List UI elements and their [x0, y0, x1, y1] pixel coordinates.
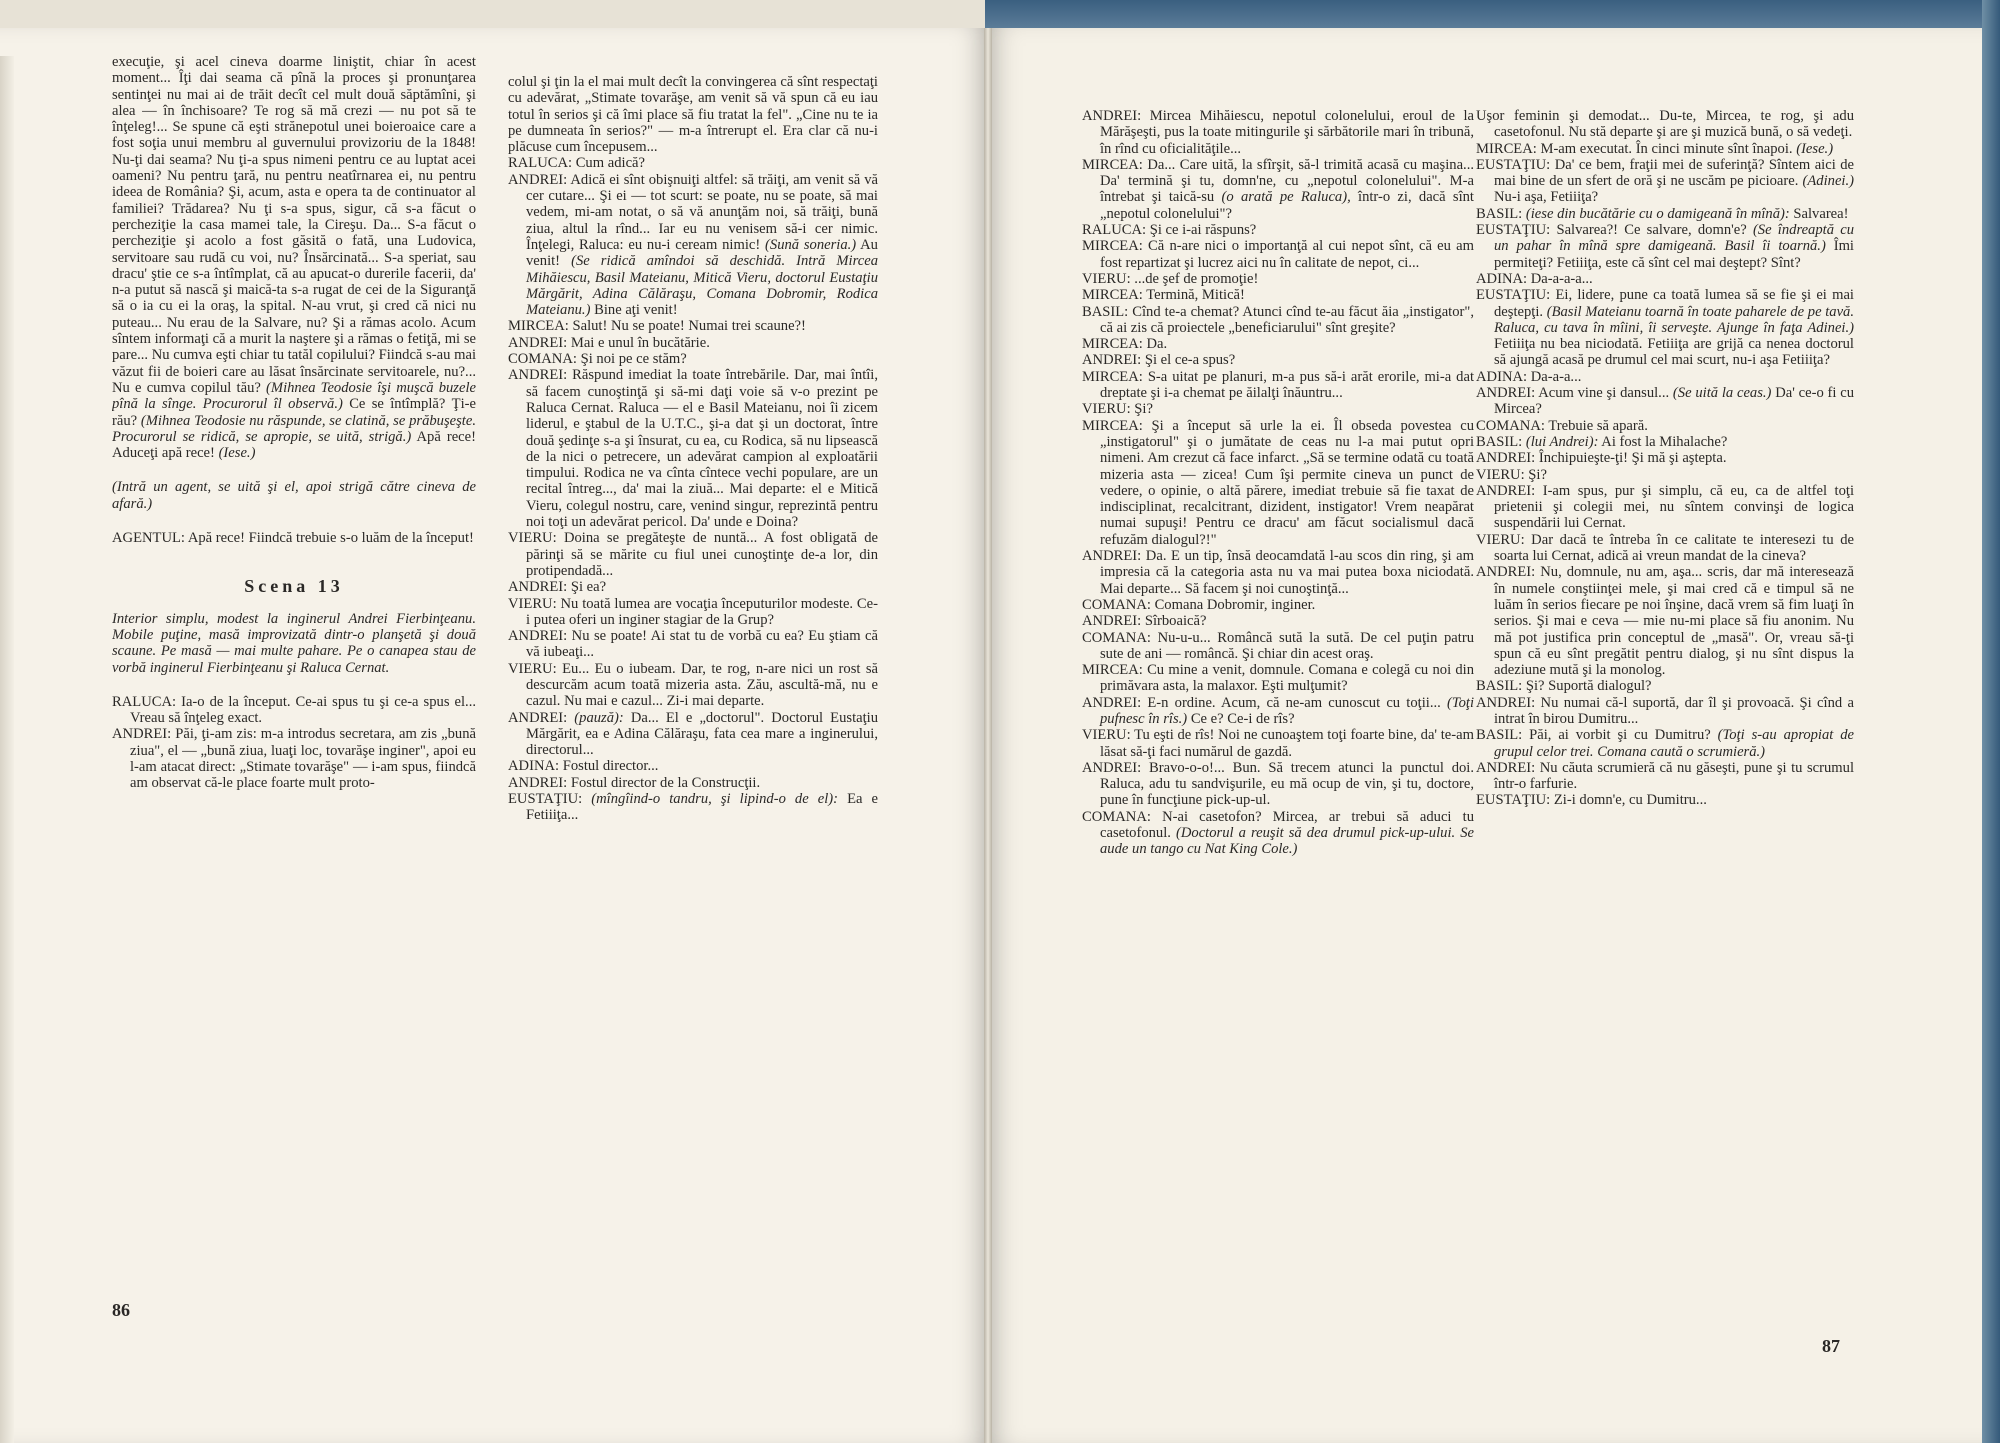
- speaker-name: COMANA: [508, 351, 573, 368]
- dialogue-line: ANDREI: Nu numai că-l suportă, dar îl şi provoacă. Şi cînd a intrat în birou Dumitru...: [1476, 694, 1854, 727]
- dialogue-line: EUSTAŢIU: Salvarea?! Ce salvare, domn'e? (Se îndreaptă cu un pahar în mînă spre damigeană. Basil îi toarnă.) Îmi permiteţi? Fetiiiţa, este că sînt cel mai deştept? Sînt?: [1476, 222, 1854, 271]
- speaker-name: MIRCEA: [1082, 238, 1139, 255]
- dialogue-text: Zi-i domn'e, cu Dumitru...: [1553, 792, 1707, 809]
- speaker-name: EUSTAŢIU: [1476, 222, 1547, 239]
- speaker-name: RALUCA: [508, 155, 568, 172]
- paragraph: colul şi ţin la el mai mult decît la convingerea că sînt respectaţi cu adevărat, „Stimate tovarăşe, am venit să vă spun că eu iau totul în serios şi că îmi place să fiu tratat la fel". „Cine nu te ia pe dumneata în serios?" — m-a întrerupt el. Era clar că nu-i plăcuse cum începusem...: [508, 74, 878, 156]
- speaker-name: BASIL: [1082, 303, 1125, 320]
- dialogue-text: Nu-i aşa, Fetiiiţa?: [1494, 189, 1599, 206]
- speaker-name: MIRCEA: [1082, 368, 1139, 385]
- speaker-name: EUSTAŢIU: [1476, 792, 1547, 809]
- dialogue-text: E-n ordine. Acum, că ne-am cunoscut cu toţii...: [1147, 694, 1441, 711]
- dialogue-text: Păi, ţi-am zis: m-a introdus secretara, am zis „bună ziua", el — „bună ziua, luaţi loc, tovarăşe inginer", apoi eu l-am atacat direct: „Stimate tovarăşe" — i-am spus, fiindcă am observat că-le place foarte mult proto-: [130, 726, 476, 792]
- stage-direction: (mîngîind-o tandru, şi lipind-o de el):: [591, 791, 838, 808]
- dialogue-text: Cu mine a venit, domnule. Comana e colegă cu noi din primăvara asta, la malaxor. Eşti mulţumit?: [1100, 662, 1474, 695]
- speaker-name: COMANA: [1082, 629, 1147, 646]
- book-binding: [984, 28, 992, 1443]
- dialogue-line: VIERU: ...de şef de promoţie!: [1082, 270, 1259, 287]
- speaker-name: VIERU: [1082, 401, 1127, 418]
- dialogue-line: VIERU: Doina se pregăteşte de nuntă... A fost obligată de părinţi să se mărite cu fiul unei cunoştinţe de-a lor, din protipendadă...: [508, 530, 878, 579]
- speaker-name: ADINA: [1476, 368, 1524, 385]
- dialogue-line: [1476, 108, 1854, 141]
- page-number-right: 87: [1822, 1336, 1840, 1356]
- dialogue-text: Şi?: [1528, 466, 1547, 483]
- dialogue-text: Ce se întîmplă? Ţi-e rău?: [112, 396, 476, 429]
- dialogue-text: Bravo-o-o!... Bun. Să trecem atunci la punctul doi. Raluca, adu tu sandvişurile, eu mă ocup de vin, şi tu, doctore, pune în funcţiune pick-up-ul.: [1100, 759, 1474, 809]
- dialogue-text: M-am executat. În cinci minute sînt înapoi.: [1540, 140, 1793, 157]
- dialogue-line: AGENTUL: Apă rece! Fiindcă trebuie s-o luăm de la început!: [112, 530, 474, 547]
- dialogue-text: Nu-u-u... Româncă sută la sută. De cel puţin patru sute de ani — româncă. Şi chiar din acest oraş.: [1100, 629, 1474, 662]
- dialogue-text: Tu eşti de rîs! Noi ne cunoaştem toţi foarte bine, da' te-am lăsat să-ţi faci numărul de gazdă.: [1100, 727, 1474, 760]
- speaker-name: RALUCA: [112, 693, 172, 710]
- dialogue-line: BASIL: Păi, ai vorbit şi cu Dumitru? (Toţi s-au apropiat de grupul celor trei. Comana caută o scrumieră.): [1476, 727, 1854, 760]
- dialogue-text: Îmi permiteţi? Fetiiiţa, este că sînt cel mai deştept? Sînt?: [1494, 238, 1854, 271]
- left-page-column-2: [508, 74, 878, 1294]
- dialogue-text: Nu numai că-l suportă, dar îl şi provoacă. Şi cînd a intrat în birou Dumitru...: [1494, 694, 1854, 727]
- stage-direction: (Sună soneria.): [765, 236, 857, 253]
- dialogue-text: Nu se poate! Ai stat tu de vorbă cu ea? Eu ştiam că vă iubeaţi...: [526, 628, 878, 661]
- dialogue-text: ...de şef de promoţie!: [1134, 270, 1259, 287]
- stage-direction: (lui Andrei):: [1525, 433, 1599, 450]
- speaker-name: VIERU: [1476, 531, 1521, 548]
- dialogue-line: BASIL: (lui Andrei): Ai fost la Mihalache?: [1476, 433, 1728, 450]
- dialogue-text: Mircea Mihăiescu, nepotul colonelului, eroul de la Mărăşeşti, pus la toate mitingurile şi sărbătorile mari în tribună, în rînd cu oficialităţile...: [1100, 108, 1474, 157]
- dialogue-line: ANDREI: E-n ordine. Acum, că ne-am cunoscut cu toţii... (Toţi pufnesc în rîs.) Ce e? Ce-i de rîs?: [1082, 694, 1474, 727]
- speaker-name: MIRCEA: [1082, 156, 1139, 173]
- stage-direction: (Basil Mateianu toarnă în toate paharele de pe tavă. Raluca, cu tava în mîini, îi serveşte. Ajunge în faţa Adinei.): [1494, 303, 1854, 336]
- dialogue-text: Trebuie să apară.: [1548, 417, 1648, 434]
- dialogue-line: ANDREI: (pauză): Da... El e „doctorul". Doctorul Eustaţiu Mărgărit, ea e Adina Călăraşu, fata cea mare a inginerului, directorul...: [508, 709, 878, 759]
- speaker-name: ANDREI: [1082, 613, 1138, 630]
- stage-direction: (Iese.): [218, 445, 256, 462]
- dialogue-text: Da' ce-o fi cu Mircea?: [1494, 385, 1854, 418]
- dialogue-text: Ce e? Ce-i de rîs?: [1190, 710, 1295, 727]
- book-cover-top: [985, 0, 2000, 28]
- dialogue-line: EUSTAŢIU: Zi-i domn'e, cu Dumitru...: [1476, 792, 1707, 809]
- speaker-name: ANDREI: [1476, 450, 1532, 467]
- speaker-name: BASIL: [1476, 678, 1519, 695]
- top-edge-shadow: [0, 0, 985, 28]
- stage-direction: (o arată pe Raluca),: [1221, 189, 1351, 206]
- dialogue-text: N-ai casetofon? Mircea, ar trebui să aduci tu casetofonul.: [1100, 808, 1474, 842]
- dialogue-line: EUSTAŢIU: (mîngîind-o tandru, şi lipind-o de el): Ea e Fetiiiţa...: [508, 791, 878, 824]
- speaker-name: VIERU: [1082, 270, 1127, 287]
- dialogue-line: BASIL: Cînd te-a chemat? Atunci cînd te-au făcut ăia „instigator", că ai zis că proiectele „beneficiarului" sînt greşite?: [1082, 303, 1474, 336]
- speaker-name: VIERU: [508, 660, 553, 677]
- speaker-name: COMANA: [1082, 596, 1147, 613]
- dialogue-text: S-a uitat pe planuri, m-a pus să-i arăt erorile, mi-a dat dreptate şi i-a chemat pe ăilalţi înăuntru...: [1100, 368, 1474, 402]
- dialogue-list: [1476, 108, 1854, 809]
- dialogue-text: Ei, lidere, pune ca toată lumea să se fie şi ei mai deştepţi.: [1494, 287, 1854, 320]
- dialogue-text: Închipuieşte-ţi! Şi mă şi aştepta.: [1538, 450, 1727, 467]
- speaker-name: MIRCEA: [1476, 140, 1533, 157]
- dialogue-line: MIRCEA: Termină, Mitică!: [1082, 287, 1245, 304]
- dialogue-line: RALUCA: Cum adică?: [508, 155, 645, 172]
- speaker-name: BASIL: [1476, 727, 1519, 744]
- dialogue-line: ANDREI: Mircea Mihăiescu, nepotul colonelului, eroul de la Mărăşeşti, pus la toate mitingurile şi sărbătorile mari în tribună, în rînd cu oficialităţile...: [1082, 108, 1474, 157]
- stage-direction: (Se îndreaptă cu un pahar în mînă spre damigeană. Basil îi toarnă.): [1494, 222, 1854, 255]
- dialogue-text: Da... El e „doctorul". Doctorul Eustaţiu Mărgărit, ea e Adina Călăraşu, fata cea mare a inginerului, directorul...: [526, 709, 878, 759]
- scene-title: Scena 13: [244, 576, 344, 597]
- dialogue-line: RALUCA: Ia-o de la început. Ce-ai spus tu şi ce-a spus el... Vreau să înţeleg exact.: [112, 693, 476, 727]
- speaker-name: ANDREI: [1082, 694, 1138, 711]
- speaker-name: ANDREI: [1082, 759, 1138, 776]
- dialogue-text: Comana Dobromir, inginer.: [1154, 596, 1316, 613]
- left-page-column-1: [112, 54, 476, 1294]
- speaker-name: RALUCA: [1082, 222, 1142, 239]
- dialogue-text: Termină, Mitică!: [1146, 287, 1245, 304]
- stage-direction: (iese din bucătărie cu o damigeană în mînă):: [1525, 205, 1790, 222]
- speaker-name: ANDREI: [1476, 564, 1532, 581]
- dialogue-text: Da' ce bem, fraţii mei de suferinţă? Sîntem aici de mai bine de un sfert de oră şi ne uscăm pe picioare.: [1494, 156, 1854, 190]
- speaker-name: ANDREI: [1082, 548, 1138, 565]
- dialogue-text: Au venit!: [526, 236, 878, 270]
- dialogue-text: Sîrboaică?: [1144, 613, 1207, 630]
- dialogue-text: Uşor feminin şi demodat... Du-te, Mircea, te rog, şi adu casetofonul. Nu stă departe şi are şi muzică bună, o să vedeţi.: [1476, 108, 1854, 141]
- paragraph: [112, 54, 476, 461]
- speaker-name: ANDREI: [508, 709, 564, 726]
- dialogue-text: Cînd te-a chemat? Atunci cînd te-au făcut ăia „instigator", că ai zis că proiectele „beneficiarului" sînt greşite?: [1100, 303, 1474, 336]
- dialogue-line: MIRCEA: Cu mine a venit, domnule. Comana e colegă cu noi din primăvara asta, la malaxor. Eşti mulţumit?: [1082, 662, 1474, 695]
- dialogue-line: ANDREI: Nu se poate! Ai stat tu de vorbă cu ea? Eu ştiam că vă iubeaţi...: [508, 628, 878, 661]
- dialogue-text: Da-a-a...: [1530, 368, 1582, 385]
- speaker-name: COMANA: [1476, 417, 1541, 434]
- dialogue-line: ANDREI: Închipuieşte-ţi! Şi mă şi aştepta.: [1476, 450, 1727, 467]
- dialogue-text: Nu, domnule, nu am, aşa... scris, dar mă interesează în numele conştiinţei mele, şi mai cred că e timpul să ne luăm în serios fiecare pe noi înşine, dacă vrem să fim luaţi în serios. Şi mai e ceva — mie nu-mi place să fiu anonim. Nu mă pot justifica prin conceptul de „masă". Or, vreau să-ţi spun că eu sînt pregătit pentru dialog, şi nu sînt dispus la adeziune mută şi la monolog.: [1494, 564, 1854, 679]
- speaker-name: EUSTAŢIU: [1476, 156, 1547, 173]
- speaker-name: ANDREI: [1082, 108, 1138, 124]
- dialogue-text: Şi noi pe ce stăm?: [580, 351, 687, 368]
- dialogue-text: Mai e unul în bucătărie.: [570, 334, 710, 351]
- stage-direction: (Iese.): [1796, 140, 1834, 157]
- stage-direction: (Adinei.): [1802, 173, 1854, 190]
- dialogue-text: Fetiiiţa nu bea niciodată. Fetiiiţa are grijă ca nenea doctorul să ajungă acasă pe drumul cel mai scurt, nu-i aşa Fetiiiţa?: [1494, 336, 1854, 369]
- dialogue-line: MIRCEA: M-am executat. În cinci minute sînt înapoi. (Iese.): [1476, 140, 1834, 157]
- dialogue-text: Nu toată lumea are vocaţia începuturilor modeste. Ce-i putea oferi un inginer stagiar de la Grup?: [526, 595, 878, 628]
- dialogue-line: EUSTAŢIU: Da' ce bem, fraţii mei de suferinţă? Sîntem aici de mai bine de un sfert de oră şi ne uscăm pe picioare. (Adinei.) Nu-i aşa, Fetiiiţa?: [1476, 156, 1854, 206]
- dialogue-line: VIERU: Şi?: [1476, 466, 1547, 483]
- dialogue-text: Şi a început să urle la ei. Îl obseda povestea cu „instigatorul" şi o jumătate de ceas nu l-a mai putut opri nimeni. Am crezut că face infarct. „Să se termine odată cu toată mizeria asta — zicea! Cum îşi permite cineva un punct de vedere, o opinie, o altă părere, imediat trebuie să fie taxat de indisciplinat, recalcitrant, dizident, instigator! Vrem neapărat numai supuşi! Pentru ce dracu' am făcut socialismul dacă refuzăm dialogul?!": [1100, 417, 1474, 548]
- dialogue-text: Apă rece! Aduceţi apă rece!: [112, 428, 476, 462]
- speaker-name: EUSTAŢIU: [1476, 287, 1547, 304]
- speaker-name: MIRCEA: [1082, 417, 1139, 434]
- dialogue-line: VIERU: Tu eşti de rîs! Noi ne cunoaştem toţi foarte bine, da' te-am lăsat să-ţi faci numărul de gazdă.: [1082, 727, 1474, 760]
- speaker-name: MIRCEA: [1082, 662, 1139, 679]
- speaker-name: ANDREI: [1082, 352, 1138, 369]
- stage-direction: (Mihnea Teodosie nu răspunde, se clatină, se prăbuşeşte. Procurorul se ridică, se apropie, se uită, strigă.): [112, 412, 476, 445]
- dialogue-line: ANDREI: Da. E un tip, însă deocamdată l-au scos din ring, şi am impresia că la categoria asta nu va mai putea boxa niciodată. Mai departe... Să facem şi noi cunoştinţă...: [1082, 548, 1474, 597]
- dialogue-line: VIERU: Eu... Eu o iubeam. Dar, te rog, n-are nici un rost să descurcăm acum toată mizeria asta. Zău, ascultă-mă, nu e cazul. Nu mai e cazul... Zi-i mai departe.: [508, 660, 878, 710]
- dialogue-text: Salvarea?! Ce salvare, domn'e?: [1556, 222, 1747, 239]
- speaker-name: AGENTUL: [112, 530, 181, 547]
- dialogue-line: ANDREI: Şi el ce-a spus?: [1082, 352, 1236, 369]
- speaker-name: ADINA: [1476, 270, 1524, 287]
- right-page-column-1: [1082, 108, 1474, 1298]
- scene-stage-direction: Interior simplu, modest la inginerul Andrei Fierbinţeanu. Mobile puţine, masă improvizată dintr-o planşetă şi două scaune. Pe masă — mai multe pahare. Pe o canapea stau de vorbă inginerul Fierbinţeanu şi Raluca Cernat.: [112, 610, 476, 676]
- dialogue-line: ANDREI: Nu, domnule, nu am, aşa... scris, dar mă interesează în numele conştiinţei mele, şi mai cred că e timpul să ne luăm în serios fiecare pe noi înşine, dacă vrem să fim luaţi în serios. Şi mai e ceva — mie nu-mi place să fiu anonim. Nu mă pot justifica prin conceptul de „masă". Or, vreau să-ţi spun că eu sînt pregătit pentru dialog, şi nu sînt dispus la adeziune mută şi la monolog.: [1476, 564, 1854, 679]
- dialogue-line: COMANA: Nu-u-u... Româncă sută la sută. De cel puţin patru sute de ani — româncă. Şi chiar din acest oraş.: [1082, 629, 1474, 662]
- dialogue-text: Şi?: [1134, 401, 1153, 418]
- dialogue-text: Nu căuta scrumieră că nu găseşti, pune şi tu scrumul într-o farfurie.: [1494, 759, 1854, 793]
- speaker-name: ANDREI: [508, 367, 564, 384]
- dialogue-text: Salut! Nu se poate! Numai trei scaune?!: [572, 318, 806, 335]
- dialogue-line: VIERU: Dar dacă te întreba în ce calitate te interesezi tu de soarta lui Cernat, adică ai vreun mandat de la cineva?: [1476, 531, 1854, 565]
- dialogue-text: Că n-are nici o importanţă al cui nepot sînt, că eu am fost repartizat şi lucrez aici nu în calitate de nepot, ci...: [1100, 238, 1474, 271]
- speaker-name: ANDREI: [1476, 759, 1532, 776]
- dialogue-line: COMANA: Comana Dobromir, inginer.: [1082, 596, 1316, 613]
- dialogue-text: I-am spus, pur şi simplu, că eu, ca de altfel toţi prietenii şi colegii mei, nu sîntem convinşi de logica suspendării lui Cernat.: [1494, 482, 1854, 532]
- dialogue-text: Salvarea!: [1793, 205, 1849, 222]
- dialogue-text: Eu... Eu o iubeam. Dar, te rog, n-are nici un rost să descurcăm acum toată mizeria asta. Zău, ascultă-mă, nu e cazul. Nu mai e cazul... Zi-i mai departe.: [526, 660, 878, 710]
- dialogue-text: Păi, ai vorbit şi cu Dumitru?: [1529, 727, 1711, 744]
- dialogue-line: ANDREI: Fostul director de la Construcţii.: [508, 774, 761, 791]
- dialogue-text: Da. E un tip, însă deocamdată l-au scos din ring, şi am impresia că la categoria asta nu va mai putea boxa niciodată. Mai departe... Să facem şi noi cunoştinţă...: [1100, 548, 1474, 597]
- dialogue-line: ANDREI: Sîrboaică?: [1082, 613, 1207, 630]
- speaker-name: ADINA: [508, 758, 556, 775]
- dialogue-line: ADINA: Da-a-a...: [1476, 368, 1582, 385]
- dialogue-text: într-o zi, dacă sînt „nepotul colonelului"?: [1100, 189, 1474, 222]
- stage-direction: (Se uită la ceas.): [1672, 385, 1772, 402]
- right-page-column-2: [1476, 108, 1854, 1298]
- dialogue-line: ANDREI: Şi ea?: [508, 579, 607, 596]
- dialogue-text: Cum adică?: [575, 155, 645, 172]
- dialogue-line: MIRCEA: Că n-are nici o importanţă al cui nepot sînt, că eu am fost repartizat şi lucrez aici nu în calitate de nepot, ci...: [1082, 238, 1474, 271]
- stage-direction: (Intră un agent, se uită şi el, apoi strigă către cineva de afară.): [112, 479, 476, 512]
- dialogue-text: Ea e Fetiiiţa...: [526, 791, 878, 824]
- speaker-name: ANDREI: [112, 726, 168, 743]
- dialogue-text: Apă rece! Fiindcă trebuie s-o luăm de la început!: [187, 530, 474, 547]
- dialogue-line: BASIL: (iese din bucătărie cu o damigeană în mînă): Salvarea!: [1476, 205, 1849, 222]
- speaker-name: MIRCEA: [1082, 287, 1139, 304]
- speaker-name: MIRCEA: [1082, 336, 1139, 353]
- dialogue-line: ANDREI: Nu căuta scrumieră că nu găseşti, pune şi tu scrumul într-o farfurie.: [1476, 759, 1854, 793]
- dialogue-text: Da-a-a-a...: [1530, 270, 1593, 287]
- dialogue-text: execuţie, şi acel cineva doarme liniştit, chiar în acest moment... Îţi dai seama că pînă la proces şi pronunţarea sentinţei nu mai ai de trăit decît cel mult două săptămîni, şi alea — în închisoare? Te rog să mă crezi — nu pot să te înţeleg!... Se spune că eşti strănepotul unei boieroaice care a fost soţia unui membru al guvernului provizoriu de la 1848! Nu-ţi dai seama? Nu ţi-a spus nimeni pentru ce au luptat acei oameni? Nu pentru ţară, nu pentru neatîrnarea ei, nu pentru ideea de România? Şi, acum, asta e opera ta de continuator al familiei? Trădarea? Nu ţi s-a spus, sigur, că s-a făcut o percheziţie la casa mamei tale, la Cireşu. Da... S-a făcut o percheziţie şi acolo a fost găsită o fată, una Ludovica, servitoare sau rudă cu voi, nu? Însărcinată... S-a speriat, sau dracu' ştie ce s-a întîmplat, că au apucat-o durerile facerii, da' n-a putut să nască şi maică-ta s-a rugat de cei de la Siguranţă să o ia cu ei la oraş, la spital. N-au vrut, şi cred că nici nu puteau... Nu erau de la Salvare, nu? Şi a rămas acolo. Acum sîntem informaţi că a murit la naştere şi a rămas o fetiţă, mi se pare... Nu cumva eşti chiar tu tatăl copilului? Fiindcă s-au mai văzut fii de boieri care au lăsat însărcinate servitoarele, nu?... Nu e cumva copilul tău?: [112, 54, 476, 396]
- dialogue-line: ANDREI: Păi, ţi-am zis: m-a introdus secretara, am zis „bună ziua", el — „bună ziua, luaţi loc, tovarăşe inginer", apoi eu l-am atacat direct: „Stimate tovarăşe" — i-am spus, fiindcă am observat că-le place foarte mult proto-: [112, 726, 476, 792]
- speaker-name: BASIL: [1476, 205, 1519, 222]
- speaker-name: ANDREI: [508, 579, 564, 596]
- dialogue-line: MIRCEA: S-a uitat pe planuri, m-a pus să-i arăt erorile, mi-a dat dreptate şi i-a chemat pe ăilalţi înăuntru...: [1082, 368, 1474, 402]
- dialogue-text: Fostul director de la Construcţii.: [570, 774, 761, 791]
- dialogue-text: Ia-o de la început. Ce-ai spus tu şi ce-a spus el... Vreau să înţeleg exact.: [130, 693, 476, 727]
- dialogue-text: Dar dacă te întreba în ce calitate te interesezi tu de soarta lui Cernat, adică ai vreun mandat de la cineva?: [1494, 531, 1854, 565]
- dialogue-text: Şi ce i-ai răspuns?: [1149, 222, 1257, 239]
- dialogue-line: ANDREI: I-am spus, pur şi simplu, că eu, ca de altfel toţi prietenii şi colegii mei, nu sîntem convinşi de logica suspendării lui Cernat.: [1476, 482, 1854, 532]
- stage-direction: (pauză):: [574, 709, 624, 726]
- dialogue-list: [508, 155, 878, 823]
- dialogue-line: VIERU: Şi?: [1082, 401, 1153, 418]
- page-number-left: 86: [112, 1300, 130, 1320]
- dialogue-line: COMANA: Şi noi pe ce stăm?: [508, 351, 687, 368]
- dialogue-line: MIRCEA: Da... Care uită, la sfîrşit, să-l trimită acasă cu maşina... Da' termină şi tu, domn'ne, cu „nepotul colonelului". M-a întrebat şi taică-su (o arată pe Raluca), într-o zi, dacă sînt „nepotul colonelului"?: [1082, 156, 1474, 222]
- speaker-name: ANDREI: [508, 334, 564, 351]
- speaker-name: ANDREI: [508, 774, 564, 791]
- speaker-name: VIERU: [1476, 466, 1521, 483]
- speaker-name: VIERU: [508, 530, 553, 547]
- dialogue-text: Ai fost la Mihalache?: [1601, 433, 1728, 450]
- dialogue-line: COMANA: Trebuie să apară.: [1476, 417, 1648, 434]
- speaker-name: ANDREI: [508, 171, 564, 188]
- stage-direction: (Toţi pufnesc în rîs.): [1100, 694, 1474, 727]
- dialogue-line: BASIL: Şi? Suportă dialogul?: [1476, 678, 1652, 695]
- dialogue-text: Răspund imediat la toate întrebările. Dar, mai întîi, să facem cunoştinţă şi să-mi daţi voie să v-o prezint pe Raluca Cernat. Raluca — el e Basil Mateianu, noi îi zicem liderul, e ştabul de la U.T.C., şi-a dat şi un doctorat, între două şedinţe s-a şi însurat, cu ea, cu Rodica, să nu lipsească de la nici o petrecere, un adevărat campion al exploatării timpului. Rodica ne va cînta cîntece vechi populare, are un recital întreg..., da' mai la ziuă... Mai departe: el e Mitică Vieru, colegul nostru, care, venind singur, reprezintă pentru noi toţi un adevărat pericol. Da' unde e Doina?: [526, 367, 878, 531]
- dialogue-text: Da.: [1146, 336, 1168, 353]
- speaker-name: VIERU: [508, 595, 553, 612]
- speaker-name: MIRCEA: [508, 318, 565, 335]
- stage-direction: (Se ridică amîndoi să deschidă. Intră Mircea Mihăiescu, Basil Mateianu, Mitică Vieru, doctorul Eustaţiu Mărgărit, Adina Călăraşu, Comana Dobromir, Rodica Mateianu.): [526, 253, 878, 319]
- stage-direction: (Mihnea Teodosie îşi muşcă buzele pînă la sînge. Procurorul îl observă.): [112, 379, 476, 413]
- dialogue-line: COMANA: N-ai casetofon? Mircea, ar trebui să aduci tu casetofonul. (Doctorul a reuşit să dea drumul pick-up-ului. Se aude un tango cu Nat King Cole.): [1082, 808, 1474, 858]
- dialogue-line: MIRCEA: Salut! Nu se poate! Numai trei scaune?!: [508, 318, 806, 335]
- dialogue-line: MIRCEA: Şi a început să urle la ei. Îl obseda povestea cu „instigatorul" şi o jumătate de ceas nu l-a mai putut opri nimeni. Am crezut că face infarct. „Să se termine odată cu toată mizeria asta — zicea! Cum îşi permite cineva un punct de vedere, o opinie, o altă părere, imediat trebuie să fie taxat de indisciplinat, recalcitrant, dizident, instigator! Vrem neapărat numai supuşi! Pentru ce dracu' am făcut socialismul dacă refuzăm dialogul?!": [1082, 417, 1474, 548]
- dialogue-text: Adică ei sînt obişnuiţi altfel: să trăiţi, am venit să vă cer cutare... Şi ei — tot scurt: se poate, nu se poate, să mai vedem, mi-am notat, o să vă anunţăm noi, să trăiţi, bună ziua, altul la rînd... Iar eu nu venisem să-i cer nimic. Înţelegi, Raluca: eu nu-i ceream nimic!: [526, 171, 878, 253]
- dialogue-line: ADINA: Fostul director...: [508, 758, 659, 775]
- speaker-name: ANDREI: [1476, 482, 1532, 499]
- dialogue-line: MIRCEA: Da.: [1082, 336, 1168, 353]
- dialogue-text: Da... Care uită, la sfîrşit, să-l trimită acasă cu maşina... Da' termină şi tu, domn'ne, cu „nepotul colonelului". M-a întrebat şi taică-su: [1100, 156, 1474, 206]
- dialogue-text: Şi? Suportă dialogul?: [1525, 678, 1652, 695]
- speaker-name: BASIL: [1476, 433, 1519, 450]
- speaker-name: VIERU: [1082, 727, 1127, 744]
- dialogue-text: Doina se pregăteşte de nuntă... A fost obligată de părinţi să se mărite cu fiul unei cunoştinţe de-a lor, din protipendadă...: [526, 530, 878, 579]
- dialogue-text: Şi ea?: [570, 579, 607, 596]
- left-page-edge: [0, 56, 14, 1443]
- dialogue-line: EUSTAŢIU: Ei, lidere, pune ca toată lumea să se fie şi ei mai deştepţi. (Basil Mateianu toarnă în toate paharele de pe tavă. Raluca, cu tava în mîini, îi serveşte. Ajunge în faţa Adinei.) Fetiiiţa nu bea niciodată. Fetiiiţa are grijă ca nenea doctorul să ajungă acasă pe drumul cel mai scurt, nu-i aşa Fetiiiţa?: [1476, 287, 1854, 369]
- stage-direction: (Toţi s-au apropiat de grupul celor trei. Comana caută o scrumieră.): [1494, 727, 1854, 760]
- speaker-name: ANDREI: [1476, 694, 1532, 711]
- book-cover-edge: [1982, 0, 2000, 1443]
- dialogue-text: Fostul director...: [562, 758, 659, 775]
- speaker-name: COMANA: [1082, 808, 1147, 825]
- stage-direction: (Doctorul a reuşit să dea drumul pick-up-ului. Se aude un tango cu Nat King Cole.): [1100, 825, 1474, 858]
- dialogue-line: VIERU: Nu toată lumea are vocaţia începuturilor modeste. Ce-i putea oferi un inginer stagiar de la Grup?: [508, 595, 878, 628]
- speaker-name: ANDREI: [1476, 385, 1532, 402]
- dialogue-line: ANDREI: Adică ei sînt obişnuiţi altfel: să trăiţi, am venit să vă cer cutare... Şi ei — tot scurt: se poate, nu se poate, să mai vedem, mi-am notat, o să vă anunţăm noi, să trăiţi, bună ziua, altul la rînd... Iar eu nu venisem să-i cer nimic. Înţelegi, Raluca: eu nu-i ceream nimic! (Sună soneria.) Au venit! (Se ridică amîndoi să deschidă. Intră Mircea Mihăiescu, Basil Mateianu, Mitică Vieru, doctorul Eustaţiu Mărgărit, Adina Călăraşu, Comana Dobromir, Rodica Mateianu.) Bine aţi venit!: [508, 171, 878, 319]
- dialogue-line: RALUCA: Şi ce i-ai răspuns?: [1082, 222, 1257, 239]
- dialogue-line: ANDREI: Bravo-o-o!... Bun. Să trecem atunci la punctul doi. Raluca, adu tu sandvişurile, eu mă ocup de vin, şi tu, doctore, pune în funcţiune pick-up-ul.: [1082, 759, 1474, 809]
- dialogue-line: ANDREI: Mai e unul în bucătărie.: [508, 334, 710, 351]
- dialogue-list: [1082, 108, 1474, 858]
- dialogue-text: Bine aţi venit!: [594, 302, 678, 319]
- speaker-name: ANDREI: [508, 628, 564, 645]
- dialogue-line: ADINA: Da-a-a-a...: [1476, 270, 1593, 287]
- dialogue-text: Şi el ce-a spus?: [1144, 352, 1236, 369]
- dialogue-line: ANDREI: Acum vine şi dansul... (Se uită la ceas.) Da' ce-o fi cu Mircea?: [1476, 385, 1854, 418]
- speaker-name: EUSTAŢIU: [508, 791, 579, 808]
- dialogue-text: Acum vine şi dansul...: [1538, 385, 1670, 402]
- dialogue-line: ANDREI: Răspund imediat la toate întrebările. Dar, mai întîi, să facem cunoştinţă şi să-mi daţi voie să v-o prezint pe Raluca Cernat. Raluca — el e Basil Mateianu, noi îi zicem liderul, e ştabul de la U.T.C., şi-a dat şi un doctorat, între două şedinţe s-a şi însurat, cu ea, cu Rodica, să nu lipsească de la nici o petrecere, un adevărat campion al exploatării timpului. Rodica ne va cînta cîntece vechi populare, are un recital întreg..., da' mai la ziuă... Mai departe: el e Mitică Vieru, colegul nostru, care, venind singur, reprezintă pentru noi toţi un adevărat pericol. Da' unde e Doina?: [508, 367, 878, 531]
